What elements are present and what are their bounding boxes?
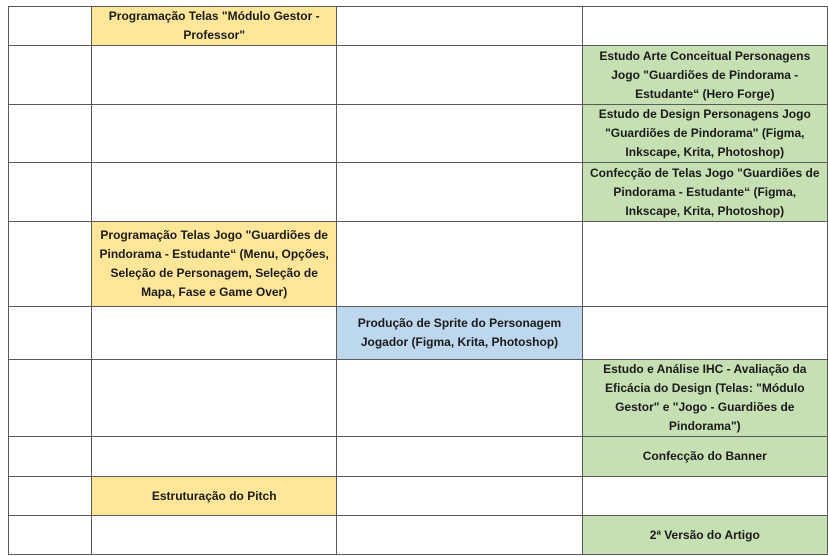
- table-cell: [91, 516, 337, 555]
- table-cell: [337, 477, 582, 516]
- table-cell: [91, 163, 337, 222]
- table-cell: [9, 7, 92, 46]
- table-row: [9, 46, 828, 105]
- table-cell: [9, 360, 92, 437]
- table-cell: [91, 360, 337, 437]
- table-cell: [337, 437, 582, 477]
- table-cell: [337, 222, 582, 307]
- task-cell-producao-sprite: Produção de Sprite do Personagem Jogador (Figma, Krita, Photoshop): [337, 307, 582, 360]
- table-cell: [9, 163, 92, 222]
- table-cell: [9, 437, 92, 477]
- table-cell: [9, 307, 92, 360]
- table-cell: [337, 7, 582, 46]
- table-cell: [582, 7, 827, 46]
- table-row: [9, 307, 828, 360]
- table-cell: [337, 516, 582, 555]
- table-row: [9, 477, 828, 516]
- table-cell: [9, 222, 92, 307]
- table-cell: [337, 163, 582, 222]
- table-row: [9, 437, 828, 477]
- task-cell-estudo-arte-conceitual: Estudo Arte Conceitual Personagens Jogo "Guardiões de Pindorama - Estudante“ (Hero Forge): [582, 46, 827, 105]
- table-cell: [337, 360, 582, 437]
- table-row: [9, 516, 828, 555]
- table-row: [9, 360, 828, 437]
- table-cell: [9, 477, 92, 516]
- task-cell-programacao-telas-gestor: Programação Telas "Módulo Gestor - Professor": [91, 7, 337, 46]
- table-row: [9, 105, 828, 163]
- table-cell: [337, 46, 582, 105]
- table-cell: [9, 46, 92, 105]
- table-cell: [91, 46, 337, 105]
- table-cell: [337, 105, 582, 163]
- table-cell: [582, 477, 827, 516]
- table-cell: [91, 307, 337, 360]
- schedule-table: [8, 6, 828, 555]
- table-row: [9, 163, 828, 222]
- table-cell: [91, 105, 337, 163]
- task-cell-segunda-versao-artigo: 2ª Versão do Artigo: [582, 516, 827, 555]
- task-cell-confeccao-telas: Confecção de Telas Jogo "Guardiões de Pindorama - Estudante“ (Figma, Inkscape, Krita, Photoshop): [582, 163, 827, 222]
- table-cell: [9, 516, 92, 555]
- task-cell-programacao-telas-jogo: Programação Telas Jogo "Guardiões de Pindorama - Estudante“ (Menu, Opções, Seleção de Personagem, Seleção de Mapa, Fase e Game Over): [91, 222, 337, 307]
- table-cell: [582, 307, 827, 360]
- task-cell-estudo-design-personagens: Estudo de Design Personagens Jogo "Guardiões de Pindorama" (Figma, Inkscape, Krita, Photoshop): [582, 105, 827, 163]
- task-cell-estruturacao-pitch: Estruturação do Pitch: [91, 477, 337, 516]
- table-cell: [582, 222, 827, 307]
- task-cell-confeccao-banner: Confecção do Banner: [582, 437, 827, 477]
- table-row: [9, 222, 828, 307]
- table-cell: [91, 437, 337, 477]
- table-cell: [9, 105, 92, 163]
- table-row: [9, 7, 828, 46]
- task-cell-estudo-ihc: Estudo e Análise IHC - Avaliação da Eficácia do Design (Telas: "Módulo Gestor" e "Jogo - Guardiões de Pindorama"): [582, 360, 827, 437]
